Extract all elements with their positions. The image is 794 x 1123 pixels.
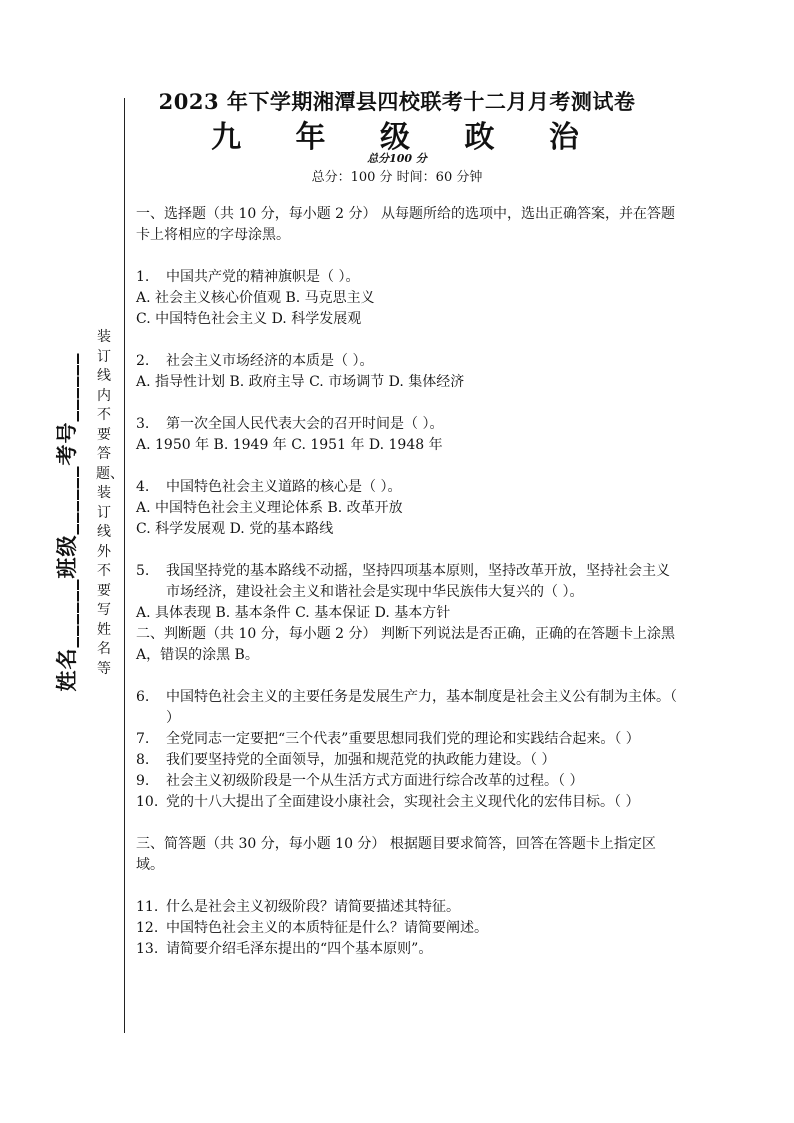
question-options: A. 社会主义核心价值观 B. 马克思主义 xyxy=(136,290,375,306)
question-number: 6. xyxy=(136,689,150,705)
question xyxy=(136,918,681,939)
question-options: A. 具体表现 B. 基本条件 C. 基本保证 D. 基本方针 xyxy=(136,605,451,621)
question-text: 中国特色社会主义的本质特征是什么？请简要阐述。 xyxy=(166,920,488,936)
question-text: 社会主义初级阶段是一个从生活方式方面进行综合改革的过程。（ ） xyxy=(166,773,584,789)
question xyxy=(136,561,681,624)
subject-title: 九 年 级 政 治 xyxy=(211,120,601,155)
student-info-block xyxy=(46,312,86,732)
total-score-note: 总分100 分 xyxy=(367,152,427,165)
question-text: 请简要介绍毛泽东提出的“四个基本原则”。 xyxy=(166,941,433,957)
question xyxy=(136,750,681,771)
exam-meta: 总分：100 分 时间：60 分钟 xyxy=(311,170,483,185)
question-options: A. 指导性计划 B. 政府主导 C. 市场调节 D. 集体经济 xyxy=(136,374,465,390)
question xyxy=(136,897,681,918)
question xyxy=(136,477,681,540)
question-number: 7. xyxy=(136,731,150,747)
question-text: 什么是社会主义初级阶段？请简要描述其特征。 xyxy=(166,899,460,915)
question xyxy=(136,414,681,456)
question-number: 10. xyxy=(136,794,159,810)
question-text: 党的十八大提出了全面建设小康社会，实现社会主义现代化的宏伟目标。（ ） xyxy=(166,794,640,810)
question-number: 3. xyxy=(136,416,150,432)
exam-title: 2023 年下学期湘潭县四校联考十二月月考测试卷 xyxy=(158,89,636,114)
question-number: 2. xyxy=(136,353,150,369)
question-number: 8. xyxy=(136,752,150,768)
question xyxy=(136,729,681,750)
question-text: 我们要坚持党的全面领导，加强和规范党的执政能力建设。（ ） xyxy=(166,752,556,768)
question-text: 中国特色社会主义的主要任务是发展生产力，基本制度是社会主义公有制为主体。（ ） xyxy=(166,689,677,726)
question-text: 我国坚持党的基本路线不动摇，坚持四项基本原则，坚持改革开放，坚持社会主义市场经济，建设社会主义和谐社会是实现中华民族伟大复兴的（ ）。 xyxy=(166,563,670,600)
binding-line xyxy=(124,98,125,1033)
student-info: 姓名______班级______考号______ xyxy=(54,352,79,692)
question-options: A. 中国特色社会主义理论体系 B. 改革开放 xyxy=(136,500,403,516)
question-options: A. 1950 年 B. 1949 年 C. 1951 年 D. 1948 年 xyxy=(136,437,443,453)
exam-content xyxy=(136,204,681,960)
section-heading: 二、判断题（共 10 分，每小题 2 分） 判断下列说法是否正确，正确的在答题卡上涂黑 A，错误的涂黑 B。 xyxy=(136,626,675,663)
question-number: 5. xyxy=(136,563,150,579)
binding-notice: 装订线内不要答题、装订线外不要写姓名等 xyxy=(96,329,124,677)
question-options: C. 中国特色社会主义 D. 科学发展观 xyxy=(136,311,362,327)
question-text: 社会主义市场经济的本质是（ ）。 xyxy=(166,353,374,369)
question xyxy=(136,771,681,792)
question-text: 全党同志一定要把“三个代表”重要思想同我们党的理论和实践结合起来。（ ） xyxy=(166,731,640,747)
question-number: 1. xyxy=(136,269,150,285)
question-number: 13. xyxy=(136,941,159,957)
question-options: C. 科学发展观 D. 党的基本路线 xyxy=(136,521,334,537)
section-heading: 一、选择题（共 10 分，每小题 2 分） 从每题所给的选项中，选出正确答案，并在答题卡上将相应的字母涂黑。 xyxy=(136,206,675,243)
question-number: 11. xyxy=(136,899,159,915)
question-text: 中国共产党的精神旗帜是（ ）。 xyxy=(166,269,360,285)
section-heading: 三、简答题（共 30 分，每小题 10 分） 根据题目要求简答，回答在答题卡上指定区域。 xyxy=(136,836,656,873)
question-number: 12. xyxy=(136,920,159,936)
question xyxy=(136,351,681,393)
question xyxy=(136,687,681,729)
question xyxy=(136,792,681,813)
question xyxy=(136,267,681,330)
question-number: 9. xyxy=(136,773,150,789)
question-text: 中国特色社会主义道路的核心是（ ）。 xyxy=(166,479,402,495)
question xyxy=(136,939,681,960)
question-number: 4. xyxy=(136,479,150,495)
question-text: 第一次全国人民代表大会的召开时间是（ ）。 xyxy=(166,416,444,432)
